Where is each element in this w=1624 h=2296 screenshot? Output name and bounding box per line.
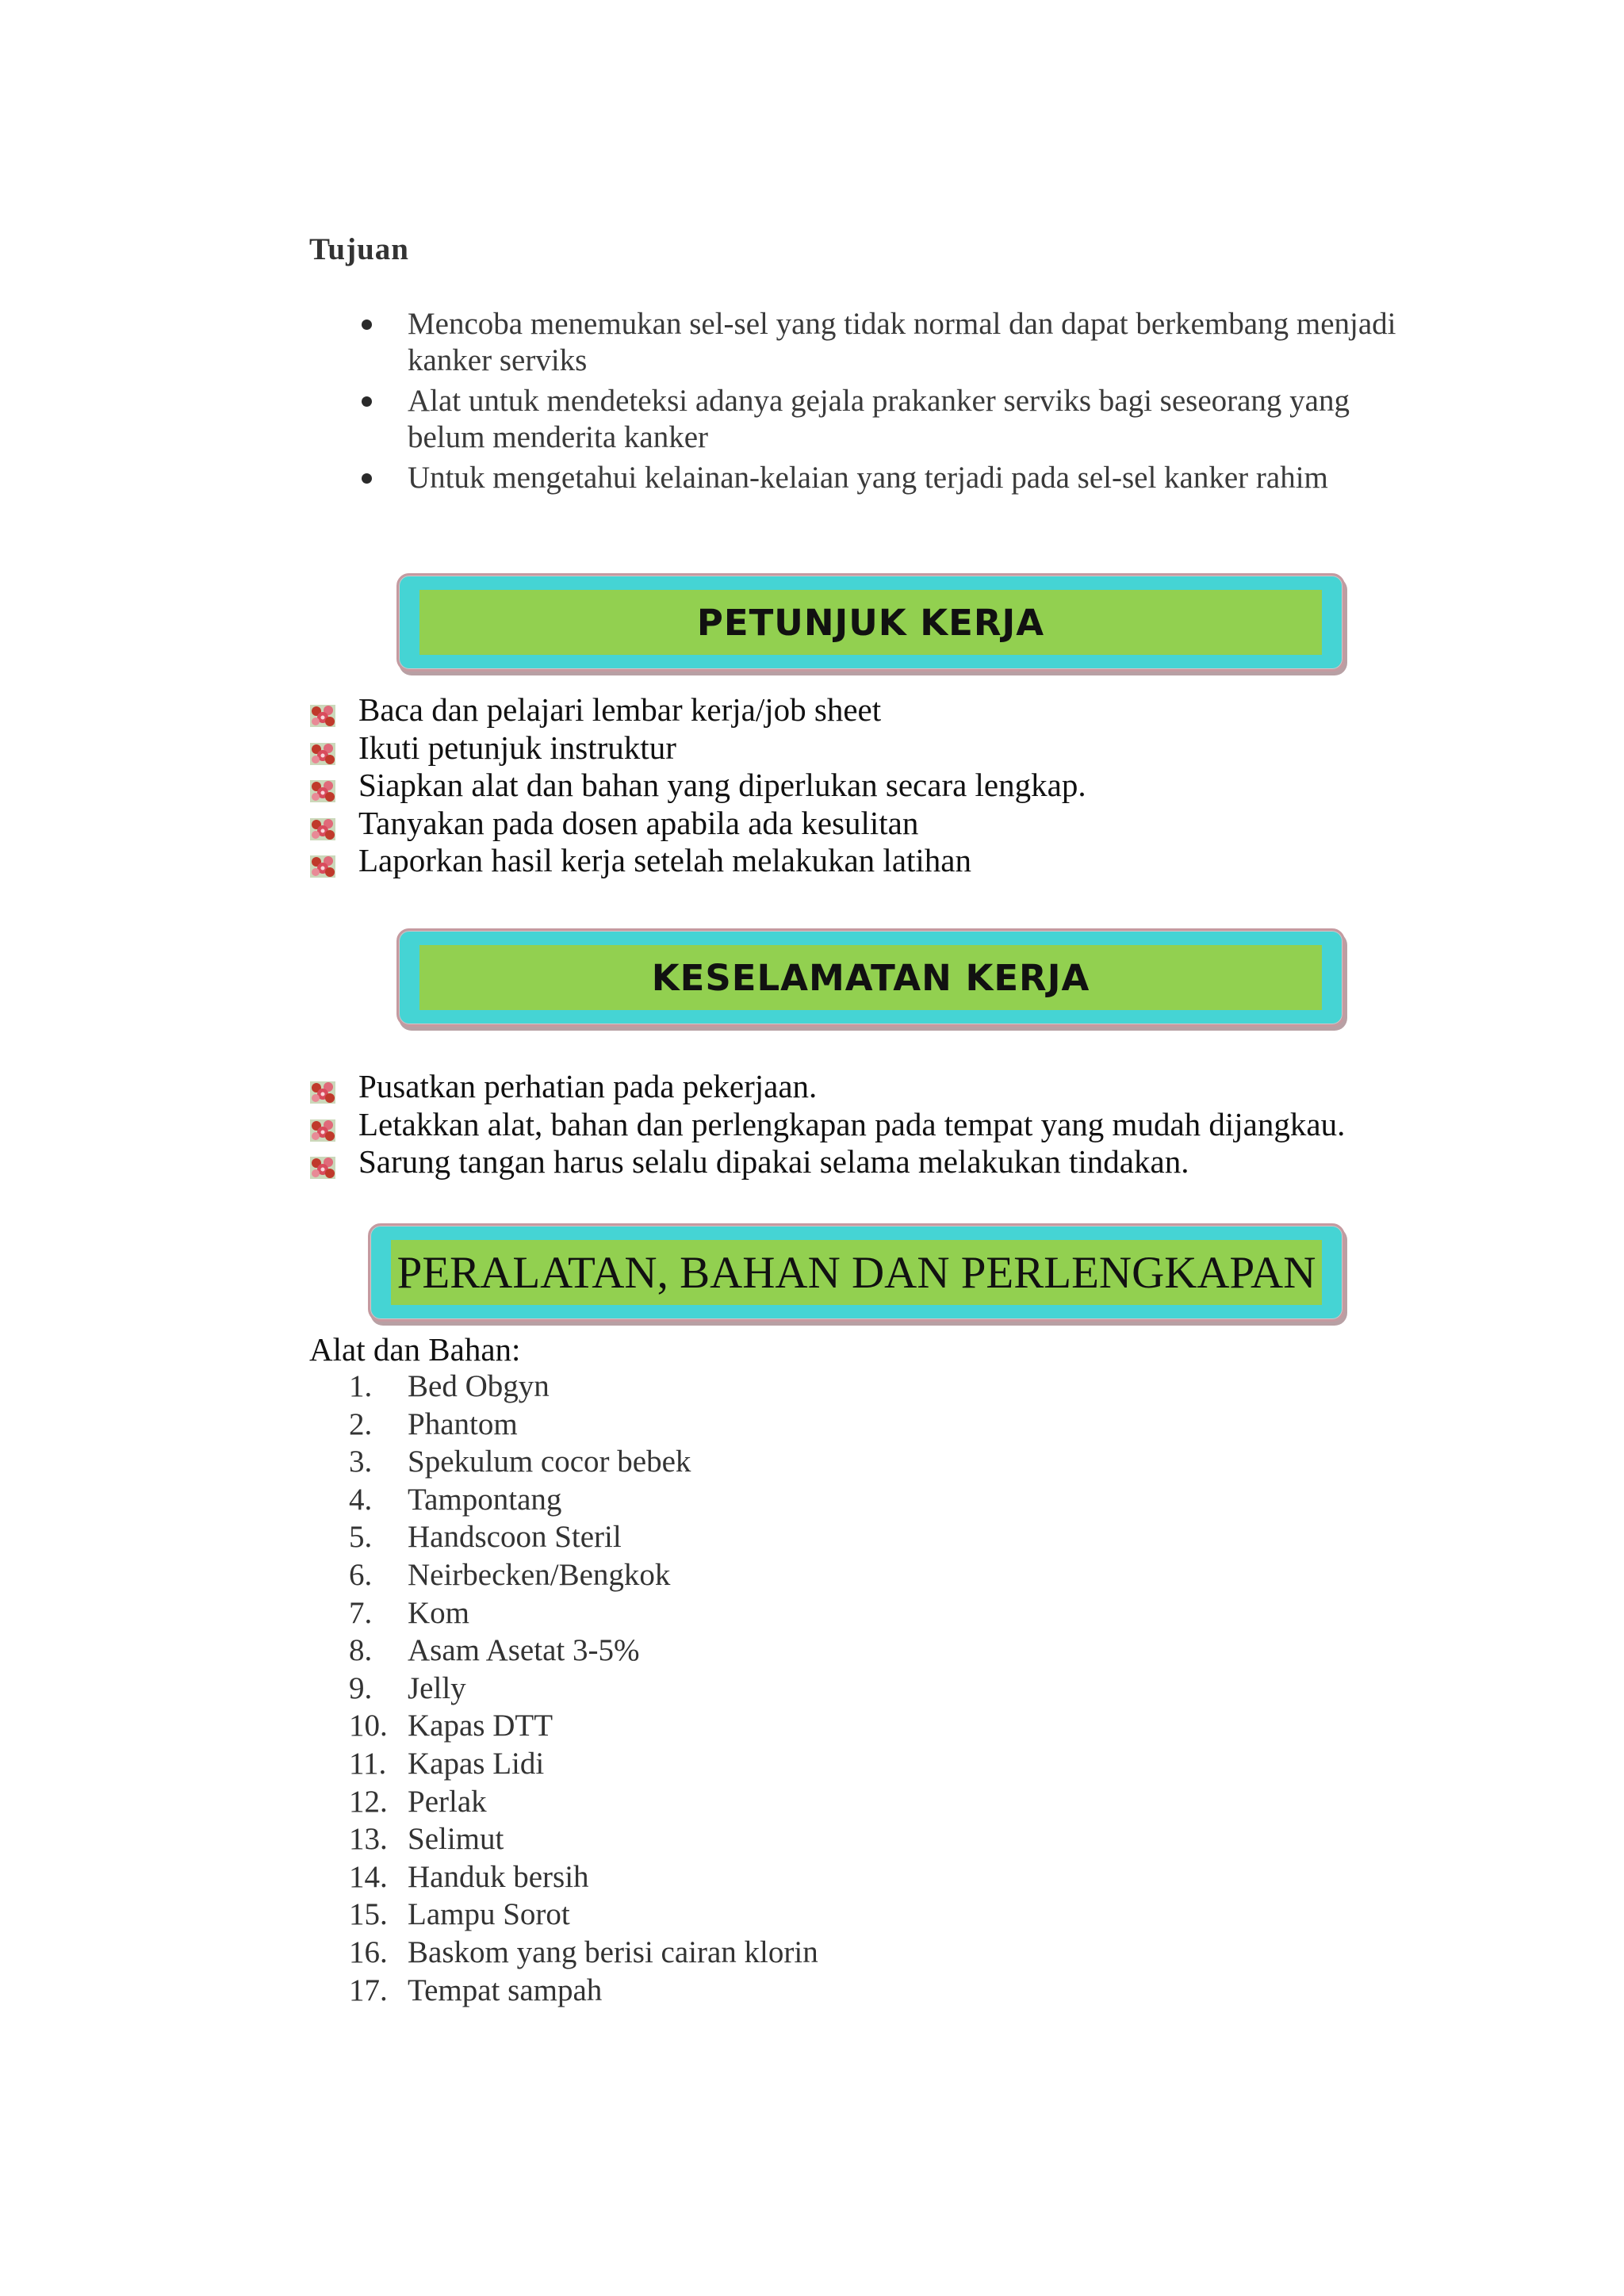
list-item (309, 306, 1419, 379)
bullet-dot-icon (362, 396, 372, 407)
petunjuk-item-text: Siapkan alat dan bahan yang diperlukan secara lengkap. (358, 767, 1086, 803)
list-item (309, 1632, 818, 1670)
list-item-text: Lampu Sorot (408, 1897, 570, 1932)
list-item-text: Tempat sampah (408, 1973, 603, 2007)
list-item-number: 1. (349, 1369, 373, 1403)
list-item-text: Selimut (408, 1822, 504, 1857)
list-item-number: 6. (349, 1557, 373, 1592)
list-item-text: Handscoon Steril (408, 1520, 622, 1555)
list-item-text: Perlak (408, 1784, 487, 1819)
list-item-number: 7. (349, 1595, 373, 1630)
alat-bahan-heading: Alat dan Bahan: (309, 1331, 521, 1368)
list-item-number: 9. (349, 1670, 373, 1705)
list-item-text: Baskom yang berisi cairan klorin (408, 1934, 818, 1969)
petunjuk-item-text: Laporkan hasil kerja setelah melakukan latihan (358, 842, 971, 878)
list-item-text: Phantom (408, 1406, 518, 1441)
list-item (309, 1896, 818, 1934)
bullet-dot-icon (362, 320, 372, 330)
list-item-number: 16. (349, 1934, 388, 1969)
keselamatan-kerja-title: KESELAMATAN KERJA (651, 956, 1090, 999)
tujuan-item-text: Mencoba menemukan sel-sel yang tidak normal dan dapat berkembang menjadi kanker serviks (408, 307, 1396, 377)
banner-inner (419, 590, 1322, 655)
flower-bullet-icon (309, 737, 336, 760)
flower-bullet-icon (309, 774, 336, 798)
list-item (309, 729, 1086, 767)
list-item-number: 14. (349, 1859, 388, 1894)
list-item (309, 842, 1086, 880)
flower-bullet-icon (309, 1113, 336, 1137)
flower-bullet-icon (309, 849, 336, 873)
keselamatan-item-text: Pusatkan perhatian pada pekerjaan. (358, 1068, 818, 1104)
alat-bahan-list (309, 1368, 818, 2009)
banner-inner (391, 1240, 1322, 1305)
keselamatan-list (309, 1068, 1345, 1181)
tujuan-heading: Tujuan (309, 232, 409, 266)
keselamatan-item-text: Letakkan alat, bahan dan perlengkapan pada tempat yang mudah dijangkau. (358, 1105, 1346, 1142)
list-item-text: Kom (408, 1595, 469, 1630)
list-item-text: Spekulum cocor bebek (408, 1445, 691, 1479)
list-item (309, 383, 1419, 456)
petunjuk-item-text: Tanyakan pada dosen apabila ada kesulitan (358, 804, 919, 841)
list-item (309, 1858, 818, 1896)
list-item-number: 17. (349, 1973, 388, 2007)
flower-bullet-icon (309, 698, 336, 722)
list-item-text: Jelly (408, 1670, 466, 1705)
keselamatan-item-text: Sarung tangan harus selalu dipakai selama melakukan tindakan. (358, 1143, 1189, 1180)
list-item (309, 460, 1419, 496)
peralatan-title: PERALATAN, BAHAN DAN PERLENGKAPAN (396, 1247, 1316, 1298)
list-item (309, 1707, 818, 1745)
list-item-number: 2. (349, 1406, 373, 1441)
list-item (309, 1443, 818, 1481)
list-item (309, 1518, 818, 1556)
list-item-text: Kapas Lidi (408, 1746, 545, 1781)
keselamatan-kerja-banner (396, 928, 1345, 1027)
list-item-number: 12. (349, 1784, 388, 1819)
list-item (309, 1934, 818, 1972)
list-item-text: Bed Obgyn (408, 1369, 550, 1403)
list-item-number: 5. (349, 1520, 373, 1555)
list-item (309, 1481, 818, 1519)
list-item (309, 1556, 818, 1594)
list-item-number: 15. (349, 1897, 388, 1932)
list-item (309, 1820, 818, 1858)
list-item (309, 1368, 818, 1406)
list-item (309, 1106, 1345, 1144)
list-item-number: 13. (349, 1822, 388, 1857)
list-item-number: 10. (349, 1709, 388, 1743)
petunjuk-list (309, 691, 1086, 880)
petunjuk-kerja-title: PETUNJUK KERJA (696, 601, 1045, 644)
flower-bullet-icon (309, 1150, 336, 1174)
list-item (309, 805, 1086, 843)
list-item (309, 1068, 1345, 1106)
list-item-text: Tampontang (408, 1482, 562, 1517)
list-item (309, 1783, 818, 1821)
list-item (309, 691, 1086, 729)
bullet-dot-icon (362, 473, 372, 484)
list-item-number: 11. (349, 1746, 387, 1781)
tujuan-item-text: Untuk mengetahui kelainan-kelaian yang terjadi pada sel-sel kanker rahim (408, 461, 1328, 495)
list-item (309, 767, 1086, 805)
petunjuk-item-text: Baca dan pelajari lembar kerja/job sheet (358, 691, 882, 728)
banner-inner (419, 945, 1322, 1010)
list-item-text: Kapas DTT (408, 1709, 553, 1743)
tujuan-list (309, 306, 1419, 500)
list-item (309, 1670, 818, 1708)
list-item-text: Asam Asetat 3-5% (408, 1633, 640, 1668)
list-item (309, 1594, 818, 1632)
peralatan-banner (368, 1223, 1345, 1322)
flower-bullet-icon (309, 812, 336, 836)
petunjuk-kerja-banner (396, 573, 1345, 672)
petunjuk-item-text: Ikuti petunjuk instruktur (358, 729, 676, 766)
list-item-number: 8. (349, 1633, 373, 1668)
list-item-text: Handuk bersih (408, 1859, 589, 1894)
list-item-number: 3. (349, 1445, 373, 1479)
list-item (309, 1143, 1345, 1181)
tujuan-item-text: Alat untuk mendeteksi adanya gejala prakanker serviks bagi seseorang yang belum menderita kanker (408, 384, 1350, 454)
list-item (309, 1745, 818, 1783)
list-item (309, 1972, 818, 2010)
list-item-text: Neirbecken/Bengkok (408, 1557, 671, 1592)
list-item-number: 4. (349, 1482, 373, 1517)
list-item (309, 1406, 818, 1444)
flower-bullet-icon (309, 1075, 336, 1099)
